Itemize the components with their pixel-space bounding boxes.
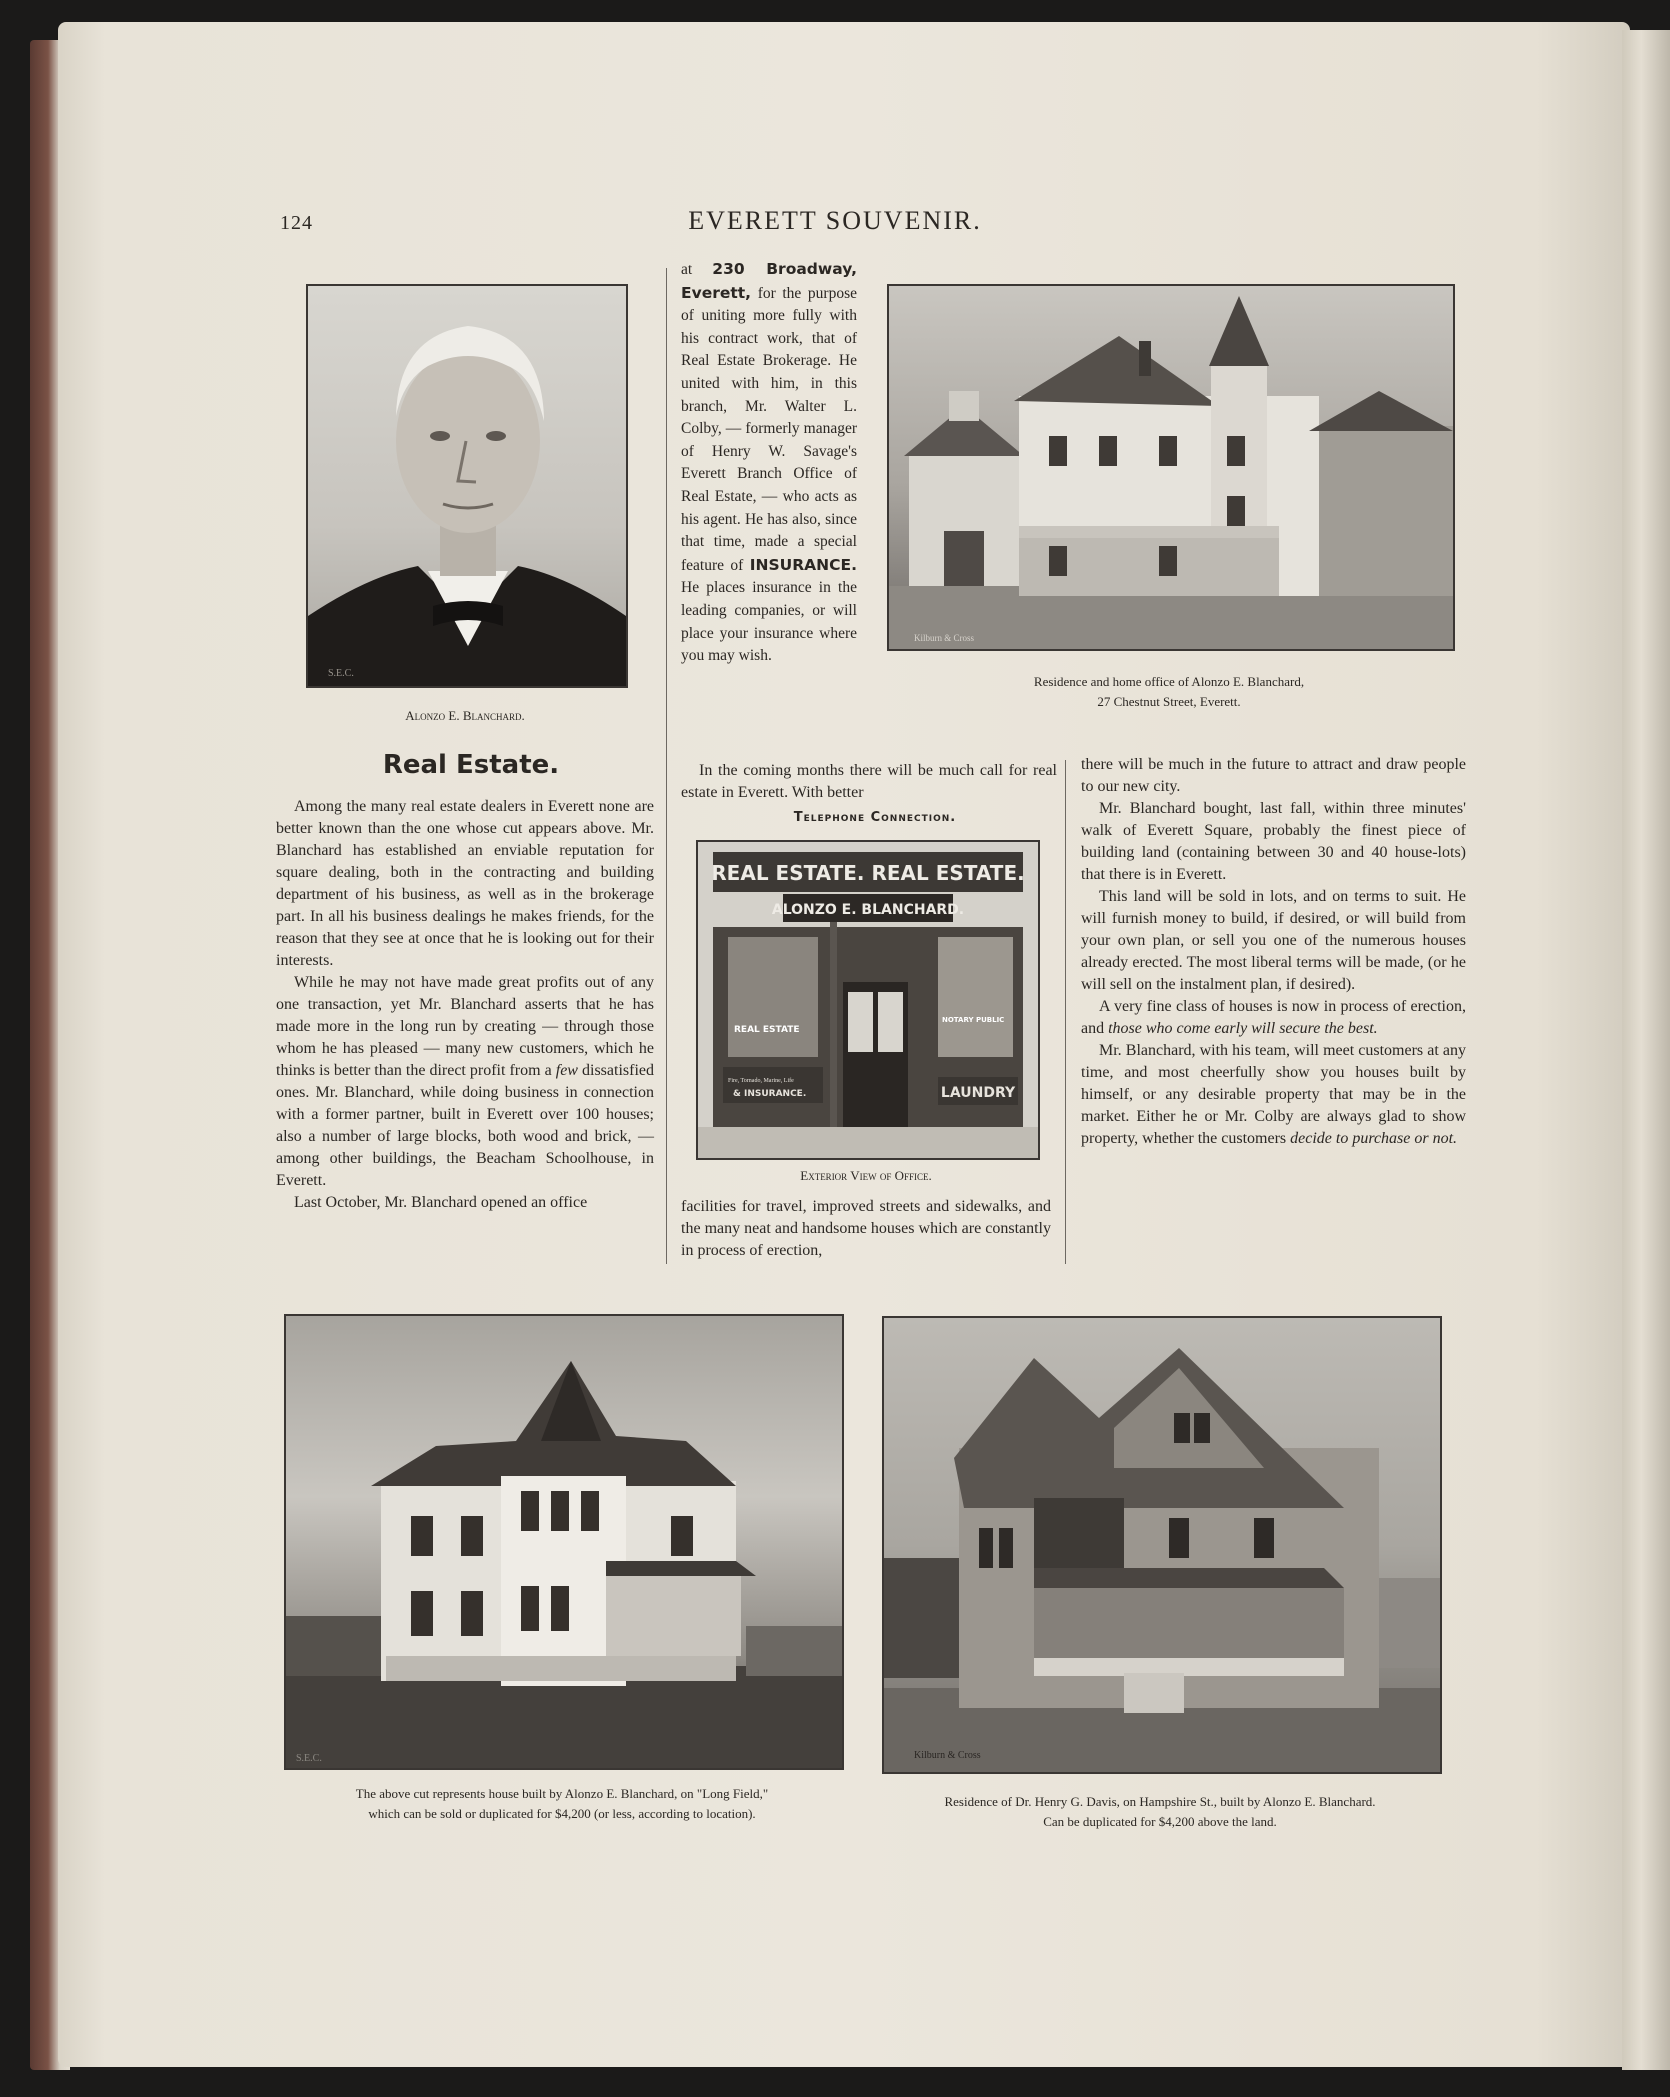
left-paragraph-1: Among the many real estate dealers in Everett none are better known than the one whose cut appears above. Mr. Blanchard has established an enviable reputation for square dealing, both in the contracting and building department of his business, as well as in the brokerage part. In all his business dealings he makes friends, for the reason that they see at once that he is looking out for their interests.	[276, 798, 654, 969]
article-middle-column-top	[681, 258, 857, 668]
office-caption: Exterior View of Office.	[800, 1168, 932, 1183]
long-field-house-photo	[284, 1314, 844, 1770]
office-window-right: NOTARY PUBLIC	[942, 1016, 1005, 1024]
office-sign-name: ALONZO E. BLANCHARD.	[771, 902, 965, 918]
right-paragraph-1: Mr. Blanchard bought, last fall, within three minutes' walk of Everett Square, probably the finest piece of building land (containing between 30 and 40 house-lots) that there is in Everett.	[1081, 800, 1466, 883]
running-title: EVERETT SOUVENIR.	[688, 206, 982, 235]
office-photo	[696, 840, 1040, 1160]
article-right-column	[1081, 754, 1466, 1150]
middle-paragraph-1: at 230 Broadway, Everett, for the purpose of uniting more fully with his contract work, that of Real Estate Brokerage. He united with him, in this branch, Mr. Walter L. Colby, — formerly manager of Henry W. Savage's Everett Branch Office of Real Estate, — who acts as his agent. He has also, since that time, made a special feature of INSURANCE. He places insurance in the leading companies, or will place your insurance where you may wish.	[681, 260, 857, 665]
portrait-initials: S.E.C.	[328, 668, 354, 679]
facing-page-edge	[1622, 30, 1670, 2070]
right-paragraph-2: This land will be sold in lots, and on terms to suit. He will furnish money to build, if desired, or will build from your own plan, or sell you one of the numerous houses already erected. The most liberal terms will be made, (or he will sell on the instalment plan, if desired).	[1081, 888, 1466, 993]
article-middle-column-bottom	[681, 1196, 1051, 1262]
davis-caption-line1: Residence of Dr. Henry G. Davis, on Hampshire St., built by Alonzo E. Blanchard.	[944, 1794, 1376, 1809]
middle-paragraph-3: facilities for travel, improved streets and sidewalks, and the many neat and handsome houses which are constantly in process of erection,	[681, 1198, 1051, 1259]
long-field-caption	[278, 1784, 846, 1824]
right-paragraph-4: Mr. Blanchard, with his team, will meet customers at any time, and most cheerfully show you houses built by himself, or any desirable property that may be in the market. Either he or Mr. Colby are always glad to show property, whether the customers decide to purchase or not.	[1081, 1042, 1466, 1147]
telephone-connection: Telephone Connection.	[793, 810, 957, 825]
right-paragraph-0: there will be much in the future to attract and draw people to our new city.	[1081, 756, 1466, 795]
article-heading: Real Estate.	[382, 750, 560, 780]
residence-caption-line2: 27 Chestnut Street, Everett.	[1097, 694, 1241, 709]
portrait-photo	[306, 284, 628, 688]
davis-caption-line2: Can be duplicated for $4,200 above the land.	[1043, 1814, 1277, 1829]
long-field-caption-line1: The above cut represents house built by Alonzo E. Blanchard, on "Long Field,"	[355, 1786, 769, 1801]
left-paragraph-3: Last October, Mr. Blanchard opened an office	[294, 1194, 588, 1211]
portrait-caption: Alonzo E. Blanchard.	[405, 708, 525, 723]
davis-caption	[872, 1792, 1448, 1832]
office-panel-right: LAUNDRY	[940, 1085, 1016, 1101]
middle-paragraph-2: In the coming months there will be much call for real estate in Everett. With better	[681, 762, 1057, 801]
office-sign-top: REAL ESTATE. REAL ESTATE.	[711, 861, 1025, 885]
residence-caption	[887, 672, 1451, 712]
office-panel-left-1: Fire, Tornado, Marine, Life	[728, 1078, 794, 1084]
office-panel-left-2: & INSURANCE.	[733, 1089, 807, 1099]
middle-paragraph-2-block	[681, 760, 1057, 804]
davis-residence-photo	[882, 1316, 1442, 1774]
article-left-column	[276, 796, 654, 1214]
residence-caption-line1: Residence and home office of Alonzo E. Blanchard,	[1033, 674, 1305, 689]
column-rule-left	[666, 268, 667, 1264]
page-number: 124	[280, 212, 313, 234]
office-window-left: REAL ESTATE	[734, 1025, 800, 1035]
davis-credit: Kilburn & Cross	[914, 1750, 981, 1761]
residence-photo	[887, 284, 1455, 651]
left-paragraph-2: While he may not have made great profits out of any one transaction, yet Mr. Blanchard asserts that he has made more in the long run by creating — through those whom he has pleased — many new customers, which he thinks is better than the direct profit from a few dissatisfied ones. Mr. Blanchard, while doing business in connection with a former partner, built in Everett over 100 houses; also a number of large blocks, both wood and brick, — among other buildings, the Beacham Schoolhouse, in Everett.	[276, 974, 654, 1189]
residence-credit: Kilburn & Cross	[914, 633, 975, 643]
column-rule-right	[1065, 760, 1066, 1264]
long-field-initials: S.E.C.	[296, 1753, 322, 1764]
right-paragraph-3: A very fine class of houses is now in process of erection, and those who come early will secure the best.	[1081, 998, 1466, 1037]
long-field-caption-line2: which can be sold or duplicated for $4,200 (or less, according to location).	[368, 1806, 756, 1821]
